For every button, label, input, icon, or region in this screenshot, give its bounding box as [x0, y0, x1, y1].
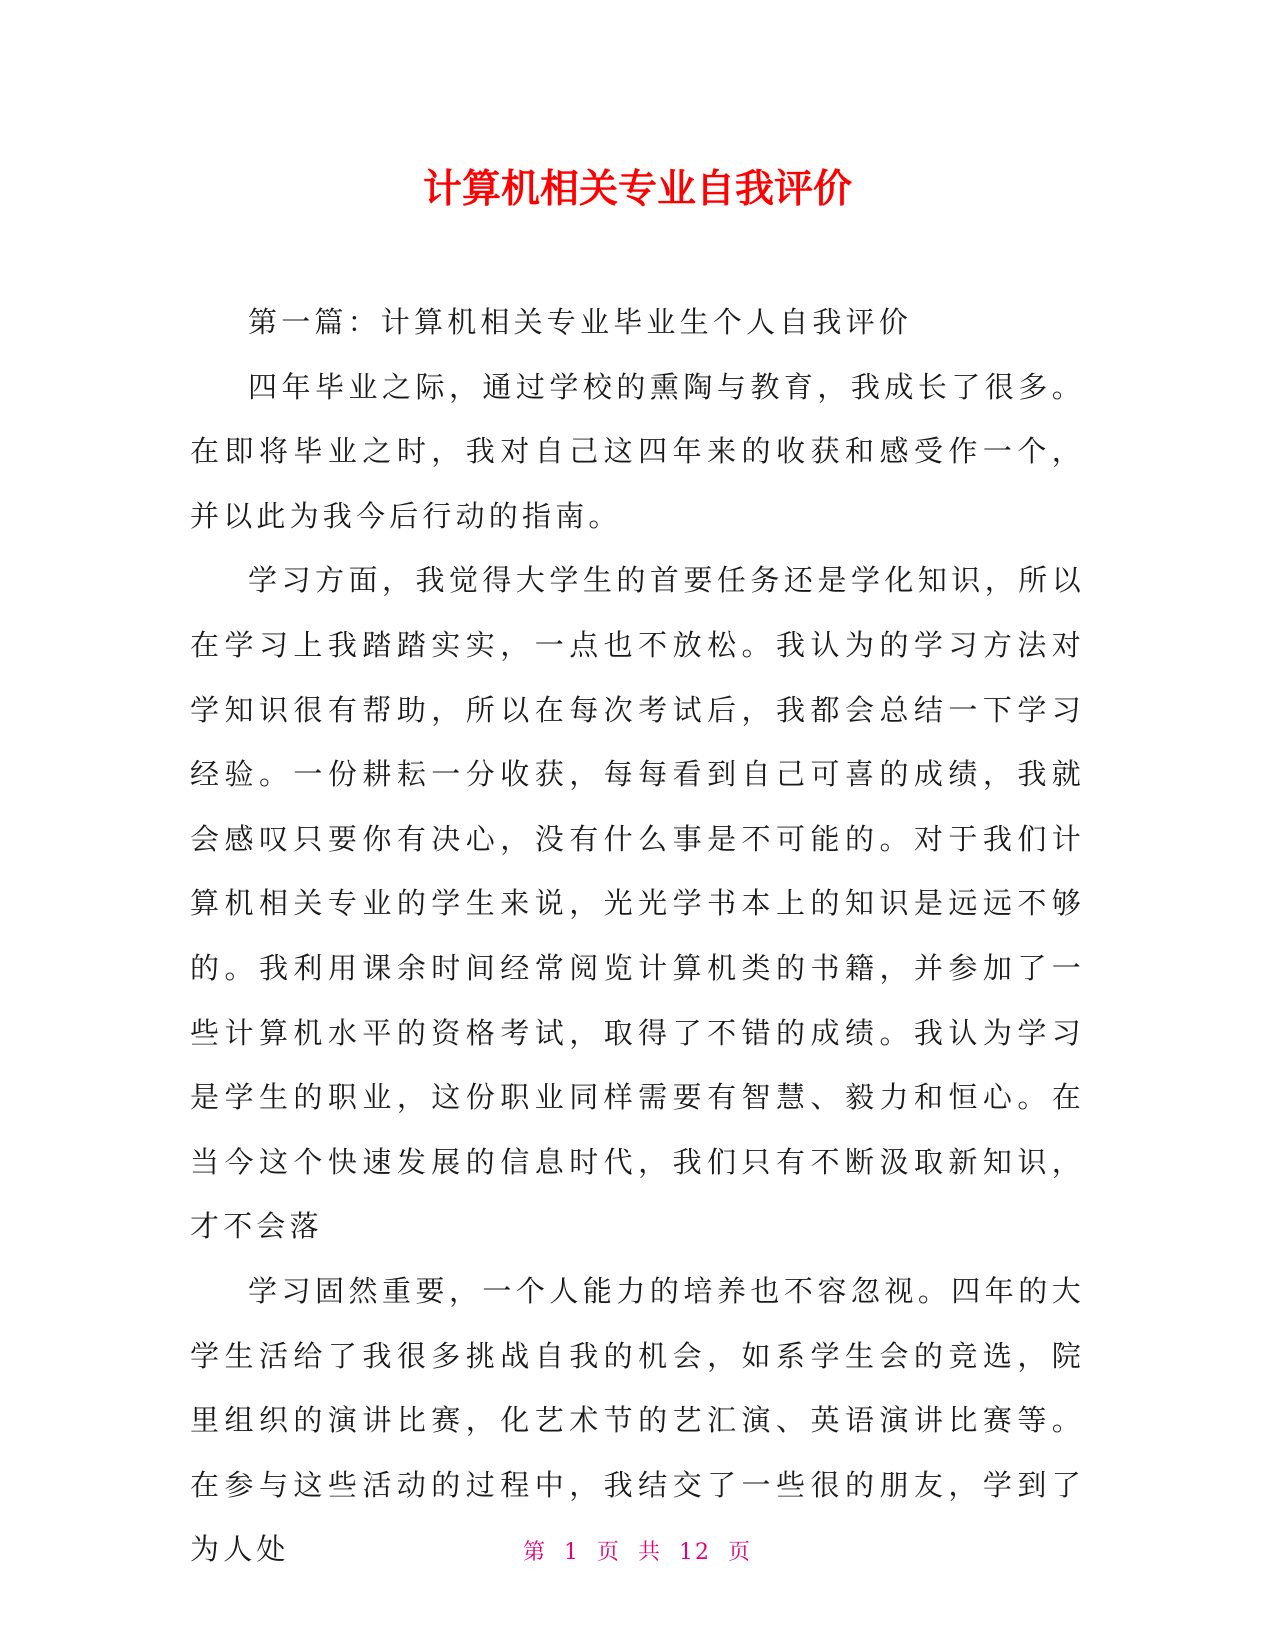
paragraph: 学习固然重要，一个人能力的培养也不容忽视。四年的大学生活给了我很多挑战自我的机会，如系学生会的竞选，院里组织的演讲比赛，化艺术节的艺汇演、英语演讲比赛等。在参与这些活动的过程中，我结交了一些很的朋友，学到了为人处 — [190, 1273, 1085, 1567]
document-title: 计算机相关专业自我评价 — [422, 167, 852, 212]
paragraph: 学习方面，我觉得大学生的首要任务还是学化知识，所以在学习上我踏踏实实，一点也不放松。我认为的学习方法对学知识很有帮助，所以在每次考试后，我都会总结一下学习经验。一份耕耘一分收获，每每看到自己可喜的成绩，我就会感叹只要你有决心，没有什么事是不可能的。对于我们计算机相关专业的学生来说，光光学书本上的知识是远远不够的。我利用课余时间经常阅览计算机类的书籍，并参加了一些计算机水平的资格考试，取得了不错的成绩。我认为学习是学生的职业，这份职业同样需要有智慧、毅力和恒心。在当今这个快速发展的信息时代，我们只有不断汲取新知识，才不会落 — [190, 563, 1085, 1244]
paragraph-heading: 第一篇：计算机相关专业毕业生个人自我评价 — [248, 305, 913, 339]
document-body — [190, 290, 1085, 1582]
page-footer: 第 1 页 共 12 页 — [523, 1540, 752, 1565]
paragraph: 四年毕业之际，通过学校的熏陶与教育，我成长了很多。在即将毕业之时，我对自己这四年来的收获和感受作一个，并以此为我今后行动的指南。 — [190, 369, 1085, 533]
